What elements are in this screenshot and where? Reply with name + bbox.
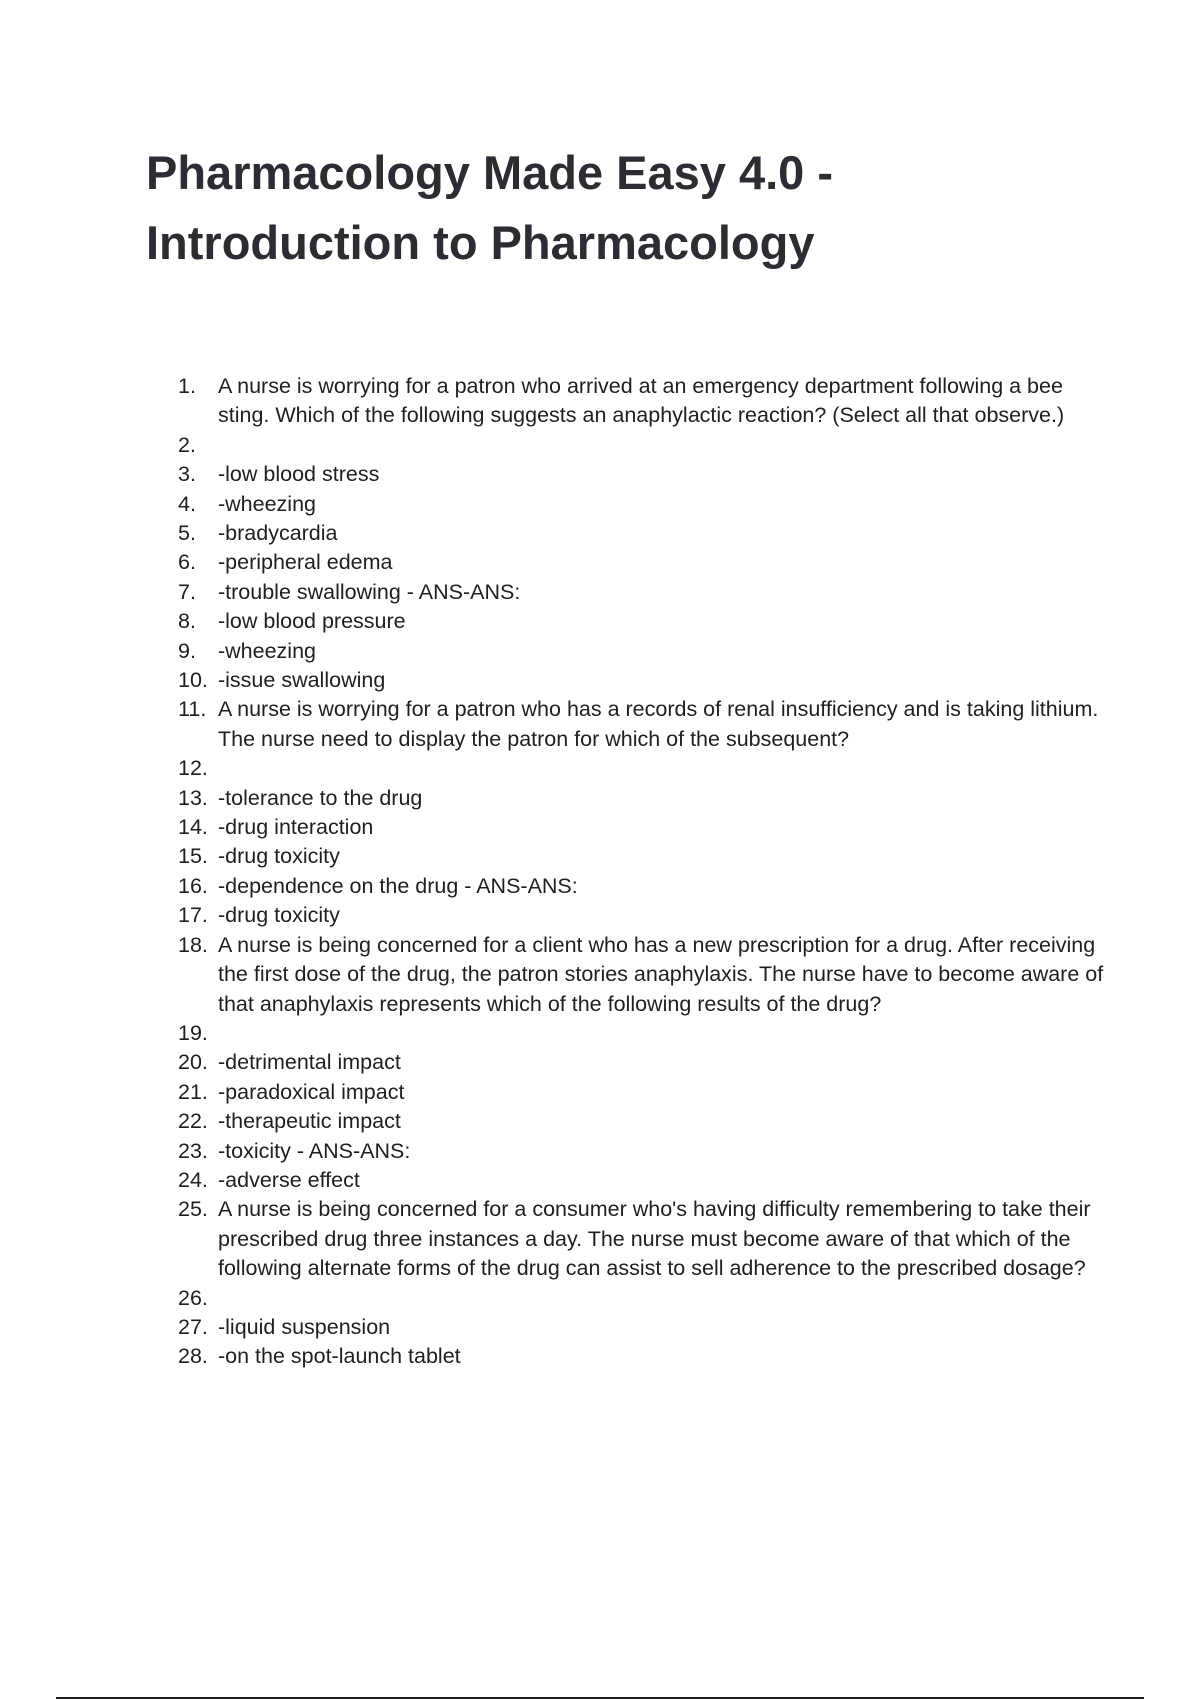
list-item [178,1048,1108,1077]
list-item-text: -trouble swallowing - ANS-ANS: [218,579,521,604]
list-item [178,637,1108,666]
list-item-text: -drug toxicity [218,903,340,928]
list-item-text: -bradycardia [218,521,338,546]
list-item-text: -detrimental impact [218,1050,401,1075]
list-item [178,1342,1108,1371]
list-item [178,931,1108,1019]
question-list [178,372,1108,1372]
list-item [178,1019,1108,1048]
list-item-text: A nurse is being concerned for a consumer who's having difficulty remembering to take their prescribed drug three instances a day. The nurse must become aware of that which of the following alternate forms of the drug can assist to sell adherence to the prescribed dosage? [218,1197,1091,1281]
list-item-text: -wheezing [218,638,316,663]
list-item-text: -tolerance to the drug [218,785,423,810]
list-item-number: 13. [178,785,208,810]
list-item [178,519,1108,548]
list-item [178,695,1108,754]
list-item [178,1107,1108,1136]
list-item-number: 3. [178,462,196,487]
list-item-number: 7. [178,579,196,604]
list-item [178,1166,1108,1195]
list-item-number: 14. [178,815,208,840]
list-item-text: -dependence on the drug - ANS-ANS: [218,873,578,898]
list-item-number: 18. [178,932,208,957]
list-item-text: -adverse effect [218,1167,360,1192]
list-item-number: 5. [178,521,196,546]
list-item [178,372,1108,431]
list-item-number: 11. [178,697,207,722]
title-line-1: Pharmacology Made Easy 4.0 - [146,146,834,199]
list-item [178,1284,1108,1313]
list-item [178,813,1108,842]
list-item-text: A nurse is worrying for a patron who arrived at an emergency department following a bee sting. Which of the following suggests an anaphylactic reaction? (Select all that observe.) [218,374,1065,428]
list-item [178,784,1108,813]
list-item [178,548,1108,577]
list-item [178,431,1108,460]
list-item [178,578,1108,607]
list-item-text: -on the spot-launch tablet [218,1344,461,1369]
list-item-number: 10. [178,668,208,693]
list-item [178,901,1108,930]
list-item-number: 25. [178,1197,208,1222]
list-item-number: 4. [178,491,196,516]
list-item [178,1078,1108,1107]
list-item-number: 26. [178,1285,208,1310]
list-item-number: 19. [178,1020,208,1045]
list-item-text: -liquid suspension [218,1314,391,1339]
list-item [178,842,1108,871]
list-item-text: -issue swallowing [218,668,386,693]
page-title [146,138,1046,278]
list-item [178,872,1108,901]
list-item [178,460,1108,489]
list-item-number: 23. [178,1138,208,1163]
list-item-number: 21. [178,1079,208,1104]
list-item [178,1137,1108,1166]
list-item [178,1195,1108,1283]
list-item-text: -drug toxicity [218,844,340,869]
list-item-number: 8. [178,609,196,634]
list-item-number: 6. [178,550,196,575]
list-item-number: 20. [178,1050,208,1075]
list-item-text: -drug interaction [218,815,374,840]
list-item [178,490,1108,519]
list-item-text: A nurse is worrying for a patron who has a records of renal insufficiency and is taking lithium. The nurse need to display the patron for which of the subsequent? [218,697,1099,751]
list-item-number: 1. [178,374,196,398]
list-item-number: 22. [178,1109,208,1134]
list-item-number: 17. [178,903,208,928]
list-item [178,607,1108,636]
list-item-text: -therapeutic impact [218,1109,401,1134]
list-item-number: 24. [178,1167,208,1192]
list-item-text: -peripheral edema [218,550,393,575]
list-item-number: 16. [178,873,208,898]
list-item-text: -low blood pressure [218,609,406,634]
list-item-text: -paradoxical impact [218,1079,405,1104]
footer-divider [56,1697,1144,1699]
list-item-text: -low blood stress [218,462,380,487]
list-item-text: -wheezing [218,491,316,516]
list-item-number: 9. [178,638,196,663]
list-item-number: 27. [178,1314,208,1339]
list-item-text: -toxicity - ANS-ANS: [218,1138,411,1163]
title-line-2: Introduction to Pharmacology [146,216,815,269]
list-item [178,666,1108,695]
list-item [178,754,1108,783]
list-item-number: 28. [178,1344,208,1369]
list-item-text: A nurse is being concerned for a client who has a new prescription for a drug. After receiving the first dose of the drug, the patron stories anaphylaxis. The nurse have to become aware of that anaphylaxis represents which of the following results of the drug? [218,932,1104,1016]
list-item-number: 15. [178,844,208,869]
list-item-number: 2. [178,432,196,457]
list-item [178,1313,1108,1342]
list-item-number: 12. [178,756,208,781]
